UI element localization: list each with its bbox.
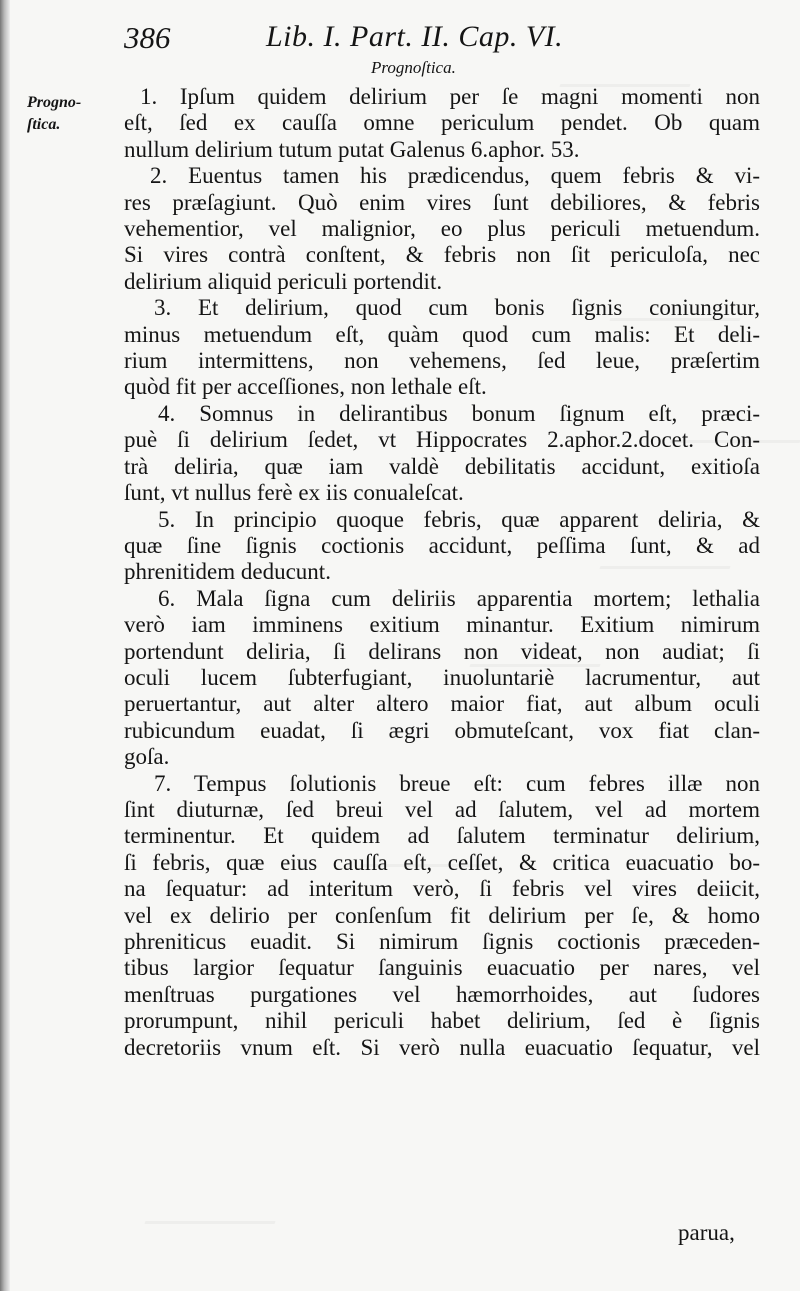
text-line: quòd fit per acceſſiones, non lethale eſt. <box>124 374 487 400</box>
text-line: delirium aliquid periculi portendit. <box>124 268 443 294</box>
text-line: phreniticus euadit. Si nimirum ſignis coctionis præceden- <box>124 929 760 954</box>
text-line: peruertantur, aut alter altero maior fiat, aut album oculi <box>124 691 760 717</box>
text-line: tibus largior ſequatur ſanguinis euacuatio per nares, vel <box>124 955 760 981</box>
page-binding-edge <box>0 0 10 1291</box>
text-line: na ſequatur: ad interitum verò, ſi febris vel vires deiicit, <box>124 876 760 902</box>
margin-note-line: ſtica. <box>27 116 61 133</box>
page-number: 386 <box>124 20 171 55</box>
text-line: ſint diuturnæ, ſed breui vel ad ſalutem, vel ad mortem <box>124 796 760 822</box>
text-line: terminentur. Et quidem ad ſalutem terminatur delirium, <box>124 823 760 849</box>
text-line: ſunt, vt nullus ferè ex iis conualeſcat. <box>124 480 464 506</box>
text-line: puè ſi delirium ſedet, vt Hippocrates 2.aphor.2.docet. Con- <box>124 427 760 453</box>
text-line: rubicundum euadat, ſi ægri obmuteſcant, vox fiat clan- <box>124 717 760 743</box>
text-line: prorumpunt, nihil periculi habet delirium, ſed è ſignis <box>124 1008 760 1034</box>
section-subhead: Prognoſtica. <box>371 58 456 77</box>
text-line: vel ex delirio per conſenſum fit delirium per ſe, & homo <box>124 902 760 928</box>
text-line: 3. Et delirium, quod cum bonis ſignis coniungitur, <box>154 295 760 321</box>
text-line: rium intermittens, non vehemens, ſed leue, præſertim <box>124 348 760 374</box>
body-text <box>124 84 760 1061</box>
text-line: portendunt deliria, ſi delirans non videat, non audiat; ſi <box>124 638 760 664</box>
text-line: nullum delirium tutum putat Galenus 6.aphor. 53. <box>124 136 580 162</box>
catchword: parua, <box>678 1220 735 1245</box>
text-line: decretoriis vnum eſt. Si verò nulla euacuatio ſequatur, vel <box>124 1034 760 1060</box>
text-line: 1. Ipſum quidem delirium per ſe magni momenti non <box>140 84 760 109</box>
text-line: menſtruas purgationes vel hæmorrhoides, aut ſudores <box>124 981 760 1007</box>
text-line: Si vires contrà conſtent, & febris non ſit periculoſa, nec <box>124 242 760 268</box>
text-line: trà deliria, quæ iam valdè debilitatis accidunt, exitioſa <box>124 453 760 479</box>
text-line: ſi febris, quæ eius cauſſa eſt, ceſſet, & critica euacuatio bo- <box>124 849 760 875</box>
text-line: 7. Tempus ſolutionis breue eſt: cum febres illæ non <box>154 770 760 796</box>
text-line: phrenitidem deducunt. <box>124 559 331 585</box>
text-line: minus metuendum eſt, quàm quod cum malis: Et deli- <box>124 321 760 347</box>
text-line: goſa. <box>124 744 170 770</box>
margin-note-line: Progno- <box>27 94 82 111</box>
text-line: 6. Mala ſigna cum deliriis apparentia mortem; lethalia <box>158 585 760 611</box>
text-line: quæ ſine ſignis coctionis accidunt, peſſima ſunt, & ad <box>124 532 760 558</box>
text-line: 2. Euentus tamen his prædicendus, quem febris & vi- <box>150 163 760 189</box>
margin-note <box>27 92 117 136</box>
running-head: Lib. I. Part. II. Cap. VI. <box>266 20 564 53</box>
text-line: verò iam imminens exitium minantur. Exitium nimirum <box>124 612 760 638</box>
text-line: vehementior, vel malignior, eo plus periculi metuendum. <box>124 216 760 242</box>
text-line: 5. In principio quoque febris, quæ apparent deliria, & <box>158 506 760 532</box>
text-line: eſt, ſed ex cauſſa omne periculum pendet. Ob quam <box>124 110 760 136</box>
page-header <box>124 20 764 60</box>
text-line: oculi lucem ſubterfugiant, inuoluntariè lacrumentur, aut <box>124 664 760 690</box>
text-line: 4. Somnus in delirantibus bonum ſignum eſt, præci- <box>158 400 760 426</box>
text-line: res præſagiunt. Quò enim vires ſunt debiliores, & febris <box>124 189 760 215</box>
